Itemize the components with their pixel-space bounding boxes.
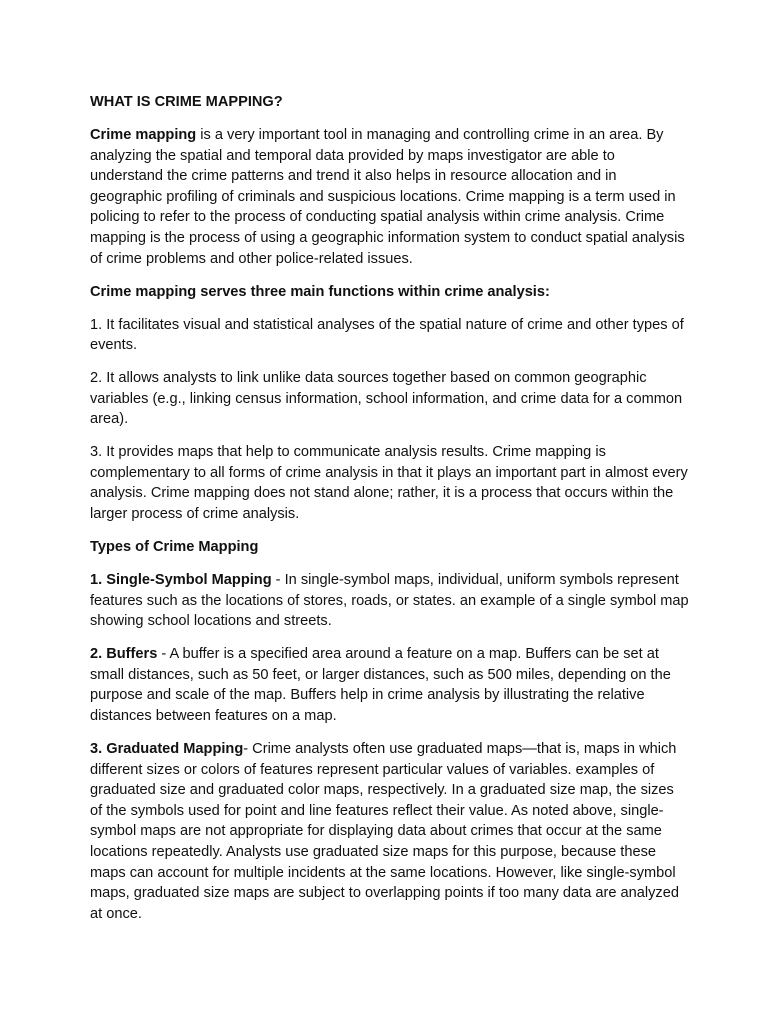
- function-item-3: 3. It provides maps that help to communicate analysis results. Crime mapping is complementary to all forms of crime analysis in that it plays an important part in almost every analysis. Crime mapping does not stand alone; rather, it is a process that occurs within the larger process of crime analysis.: [90, 444, 688, 523]
- type-text: - Crime analysts often use graduated maps—that is, maps in which different sizes or colors of features represent particular values of variables. examples of graduated size and graduated color maps, respectively. In a graduated size map, the sizes of the symbols used for point and line features reflect their value. As noted above, single-symbol maps are not appropriate for displaying data about crimes that occur at the same locations repeatedly. Analysts use graduated size maps for this purpose, because these maps can account for multiple incidents at the same locations. However, like single-symbol maps, graduated size maps are subject to overlapping points if too many data are analyzed at once.: [90, 740, 679, 922]
- function-item-1: 1. It facilitates visual and statistical analyses of the spatial nature of crime and other types of events.: [90, 316, 684, 354]
- intro-paragraph: [90, 125, 690, 269]
- type-item-buffers: [90, 644, 690, 726]
- type-term: 3. Graduated Mapping: [90, 740, 244, 757]
- type-item-single-symbol: [90, 570, 690, 632]
- page-title: WHAT IS CRIME MAPPING?: [90, 94, 283, 110]
- type-text: - A buffer is a specified area around a feature on a map. Buffers can be set at small distances, such as 50 feet, or larger distances, such as 500 miles, depending on the purpose and scale of the map. Buffers help in crime analysis by illustrating the relative distances between features on a map.: [90, 646, 671, 724]
- type-term: 2. Buffers: [90, 646, 158, 663]
- intro-term: Crime mapping: [90, 126, 197, 143]
- function-item-2: 2. It allows analysts to link unlike data sources together based on common geographic variables (e.g., linking census information, school information, and crime data for a common area).: [90, 370, 683, 428]
- document-page: [90, 92, 690, 937]
- functions-heading: Crime mapping serves three main functions within crime analysis:: [90, 283, 550, 300]
- type-text: - In single-symbol maps, individual, uniform symbols represent features such as the locations of stores, roads, or states. an example of a single symbol map showing school locations and streets.: [90, 572, 689, 630]
- type-term: 1. Single-Symbol Mapping: [90, 572, 272, 589]
- types-heading: Types of Crime Mapping: [90, 539, 259, 556]
- intro-text: is a very important tool in managing and controlling crime in an area. By analyzing the spatial and temporal data provided by maps investigator are able to understand the crime patterns and trend it also helps in resource allocation and in geographic profiling of criminals and suspicious locations. Crime mapping is a term used in policing to refer to the process of conducting spatial analysis within crime analysis. Crime mapping is the process of using a geographic information system to conduct spatial analysis of crime problems and other police-related issues.: [90, 126, 685, 267]
- type-item-graduated: [90, 739, 690, 924]
